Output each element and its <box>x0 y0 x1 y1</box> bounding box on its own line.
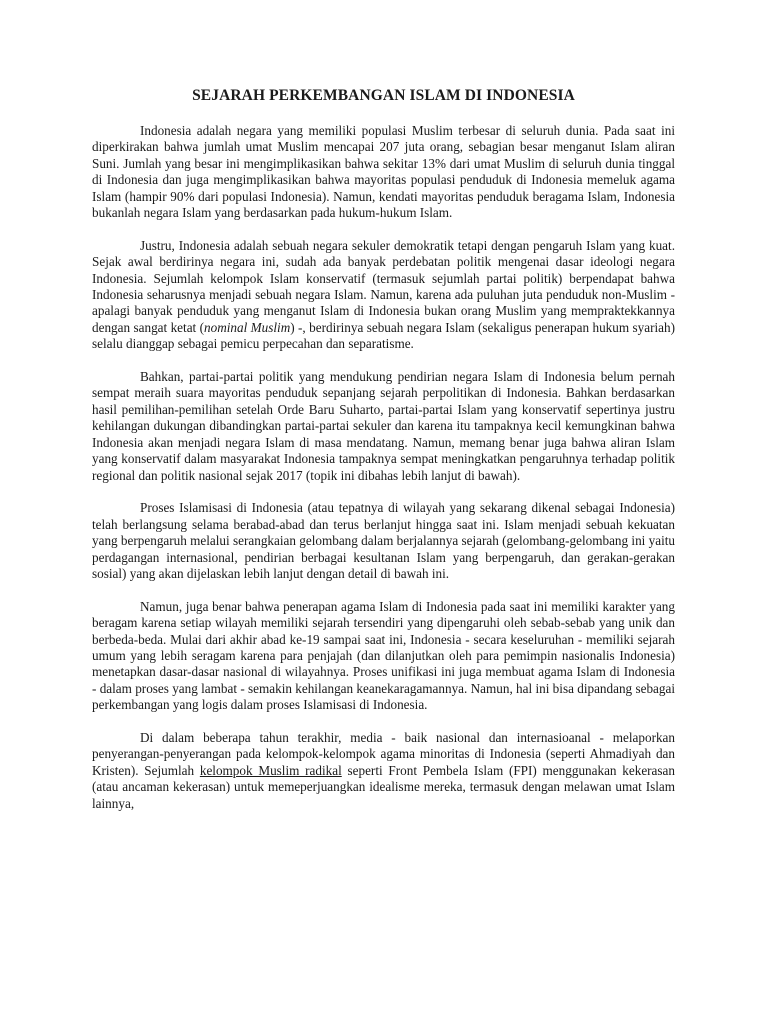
paragraph-5 <box>92 599 675 714</box>
paragraph-1 <box>92 123 675 221</box>
document-title: SEJARAH PERKEMBANGAN ISLAM DI INDONESIA <box>192 87 575 104</box>
paragraph-6 <box>92 730 675 812</box>
paragraph-2-text-before: Justru, Indonesia adalah sebuah negara sekuler demokratik tetapi dengan pengaruh Islam yang kuat. Sejak awal berdirinya negara ini, sudah ada banyak perdebatan politik mengenai dasar ideologi negara Indonesia. Sejumlah kelompok Islam konservatif (termasuk sejumlah partai politik) berpendapat bahwa Indonesia seharusnya menjadi sebuah negara Islam. Namun, karena ada puluhan juta penduduk non-Muslim - apalagi banyak penduduk yang menganut Islam di Indonesia bukan orang Muslim yang mempraktekkannya dengan sangat ketat ( <box>92 237 675 335</box>
paragraph-2-text-after: ) -, berdirinya sebuah negara Islam (sekaligus penerapan hukum syariah) selalu dianggap sebagai pemicu perpecahan dan separatisme. <box>92 319 675 352</box>
paragraph-6-link[interactable]: kelompok Muslim radikal <box>199 762 342 778</box>
document-page <box>92 86 675 828</box>
paragraph-6-text-before: Di dalam beberapa tahun terakhir, media - baik nasional dan internasioanal - melaporkan penyerangan-penyerangan pada kelompok-kelompok agama minoritas di Indonesia (seperti Ahmadiyah dan Kristen). Sejumlah <box>92 729 675 778</box>
paragraph-3 <box>92 369 675 484</box>
paragraph-2 <box>92 238 675 353</box>
paragraph-2-italic-term: nominal Muslim <box>204 319 291 335</box>
paragraph-4 <box>92 500 675 582</box>
paragraph-1-text: Indonesia adalah negara yang memiliki populasi Muslim terbesar di seluruh dunia. Pada saat ini diperkirakan bahwa jumlah umat Muslim mencapai 207 juta orang, sebagian besar menganut Islam aliran Suni. Jumlah yang besar ini mengimplikasikan bahwa sekitar 13% dari umat Muslim di seluruh dunia tinggal di Indonesia dan juga mengimplikasikan bahwa mayoritas populasi penduduk di Indonesia memeluk agama Islam (hampir 90% dari populasi Indonesia). Namun, kendati mayoritas penduduk beragama Islam, Indonesia bukanlah negara Islam yang berdasarkan pada hukum-hukum Islam. <box>92 123 675 221</box>
paragraph-4-text: Proses Islamisasi di Indonesia (atau tepatnya di wilayah yang sekarang dikenal sebagai Indonesia) telah berlangsung selama berabad-abad dan terus berlanjut hingga saat ini. Islam menjadi sebuah kekuatan yang berpengaruh melalui serangkaian gelombang dalam berjalannya sejarah (gelombang-gelombang ini yaitu perdagangan internasional, pendirian berbagai kesultanan Islam yang berpengaruh, dan gerakan-gerakan sosial) yang akan dijelaskan lebih lanjut dengan detail di bawah ini. <box>92 500 675 581</box>
paragraph-5-text: Namun, juga benar bahwa penerapan agama Islam di Indonesia pada saat ini memiliki karakter yang beragam karena setiap wilayah memiliki sejarah tersendiri yang dipengaruhi oleh sebab-sebab yang unik dan berbeda-beda. Mulai dari akhir abad ke-19 sampai saat ini, Indonesia - secara keseluruhan - memiliki sejarah umum yang lebih seragam karena para penjajah (dan dilanjutkan oleh para pemimpin nasionalis Indonesia) menetapkan dasar-dasar nasional di wilayahnya. Proses unifikasi ini juga membuat agama Islam di Indonesia - dalam proses yang lambat - semakin kehilangan keanekaragamannya. Namun, hal ini bisa dipandang sebagai perkembangan yang logis dalam proses Islamisasi di Indonesia. <box>92 598 675 713</box>
paragraph-3-text: Bahkan, partai-partai politik yang mendukung pendirian negara Islam di Indonesia belum pernah sempat meraih suara mayoritas penduduk sepanjang sejarah perpolitikan di Indonesia. Bahkan berdasarkan hasil pemilihan-pemilihan setelah Orde Baru Suharto, partai-partai Islam yang konservatif sepertinya justru kehilangan dukungan dibandingkan partai-partai sekuler dan karena itu tampaknya kecil kemungkinan bahwa Indonesia akan menjadi negara Islam di masa mendatang. Namun, memang benar juga bahwa aliran Islam yang konservatif dalam masyarakat Indonesia tampaknya sempat meningkatkan pengaruhnya terhadap politik regional dan politik nasional sejak 2017 (topik ini dibahas lebih lanjut di bawah). <box>92 369 675 483</box>
paragraph-6-text-after: seperti Front Pembela Islam (FPI) menggunakan kekerasan (atau ancaman kekerasan) untuk memeperjuangkan idealisme mereka, termasuk dengan melawan umat Islam lainnya, <box>92 762 675 811</box>
